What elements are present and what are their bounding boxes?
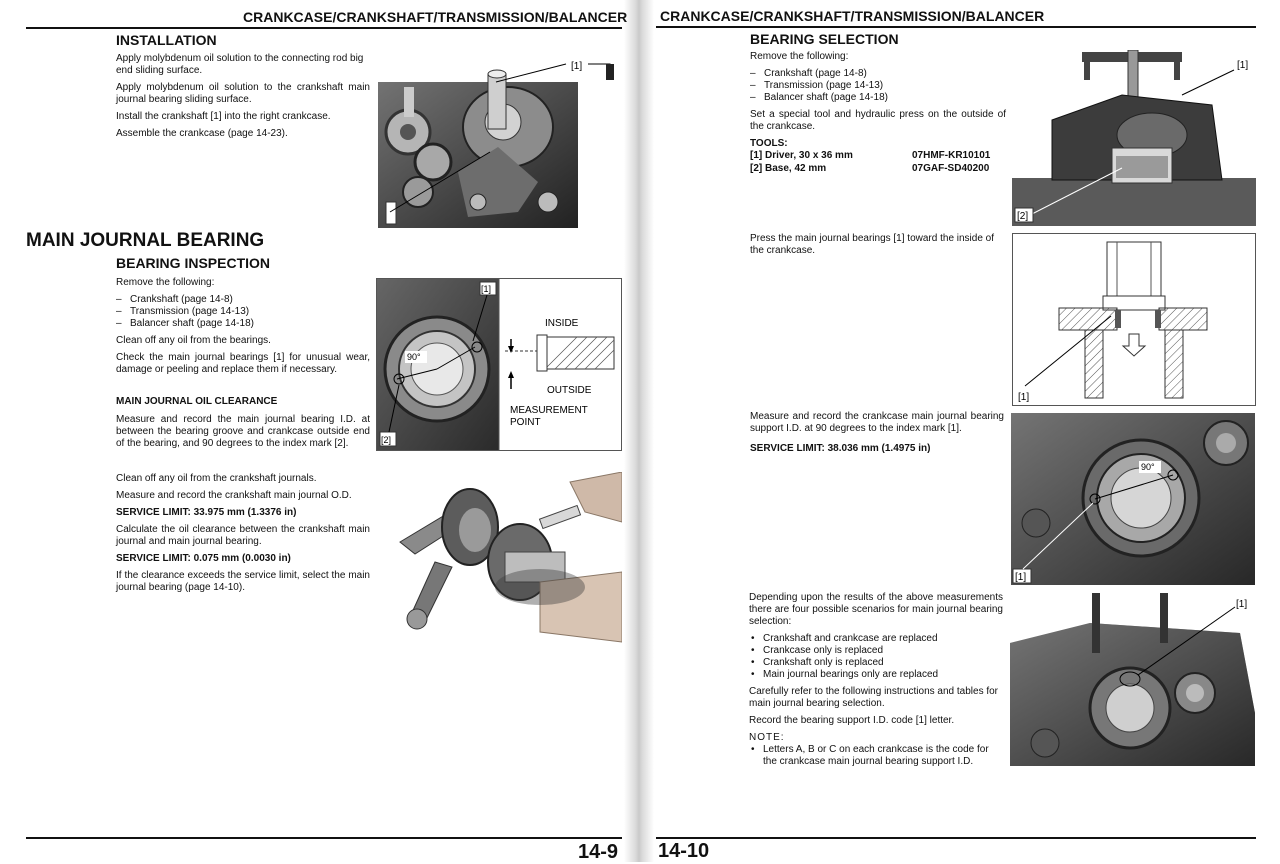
list-item: – Balancer shaft (page 14-18) bbox=[750, 92, 1006, 104]
left-page-header: CRANKCASE/CRANKSHAFT/TRANSMISSION/BALANCER bbox=[243, 9, 628, 25]
list-item: • Main journal bearings only are replaced bbox=[749, 669, 1003, 681]
tool-name: [1] Driver, 30 x 36 mm bbox=[750, 150, 853, 161]
press-fig-callout-1: [1] bbox=[1237, 60, 1249, 71]
inspection-remove-list bbox=[116, 294, 370, 330]
crankcase-code-photo bbox=[1010, 593, 1255, 766]
bearing-press-diagram bbox=[1012, 233, 1256, 406]
selection-p2: Press the main journal bearings [1] toward the inside of the crankcase. bbox=[750, 233, 995, 256]
installation-p1: Apply molybdenum oil solution to the connecting rod big end sliding surface. bbox=[116, 53, 364, 76]
list-item: • Crankshaft only is replaced bbox=[749, 657, 1003, 669]
service-limit-oil-clearance: SERVICE LIMIT: 0.075 mm (0.0030 in) bbox=[116, 553, 291, 564]
service-limit-support-id: SERVICE LIMIT: 38.036 mm (1.4975 in) bbox=[750, 443, 931, 454]
inspection-text bbox=[116, 277, 370, 381]
oil-clearance-p3: Measure and record the crankshaft main journal O.D. bbox=[116, 490, 352, 501]
selection-p5: Carefully refer to the following instructions and tables for main journal bearing selection. bbox=[749, 686, 999, 709]
selection-remove-list bbox=[750, 68, 1006, 104]
press-fig-callout-2: [2] bbox=[1017, 211, 1029, 222]
inspection-fig-angle: 90° bbox=[407, 352, 421, 362]
right-page-number: 14-10 bbox=[658, 840, 710, 862]
left-page-number: 14-9 bbox=[578, 841, 619, 863]
press-diagram-callout: [1] bbox=[1018, 392, 1030, 403]
crankshaft-micrometer-photo bbox=[390, 472, 622, 644]
selection-remove-intro: Remove the following: bbox=[750, 51, 849, 62]
crankshaft-installation-photo bbox=[378, 52, 622, 228]
list-item: – Transmission (page 14-13) bbox=[116, 306, 370, 318]
left-header-rule bbox=[26, 27, 622, 29]
installation-text bbox=[116, 53, 370, 145]
tool-code: 07GAF-SD40200 bbox=[912, 163, 990, 174]
selection-p1: Set a special tool and hydraulic press on the outside of the crankcase. bbox=[750, 109, 1006, 132]
selection-p4: Depending upon the results of the above measurements there are four possible scenarios for main journal bearing selection: bbox=[749, 592, 1003, 627]
right-footer-rule bbox=[656, 837, 1256, 839]
list-item: • Crankshaft and crankcase are replaced bbox=[749, 633, 1003, 645]
inspection-fig-outside: OUTSIDE bbox=[547, 385, 592, 396]
list-item: – Balancer shaft (page 14-18) bbox=[116, 318, 370, 330]
installation-p3: Install the crankshaft [1] into the right crankcase. bbox=[116, 111, 331, 122]
scenario-list bbox=[749, 633, 1003, 681]
selection-scenarios-text bbox=[749, 592, 1003, 773]
inspection-remove-intro: Remove the following: bbox=[116, 277, 215, 288]
table-row bbox=[750, 163, 990, 176]
bearing-inspection-title: BEARING INSPECTION bbox=[116, 255, 271, 271]
page-gutter bbox=[624, 0, 654, 862]
inspection-fig-measurement-2: POINT bbox=[510, 417, 541, 428]
table-row bbox=[750, 150, 990, 163]
support-photo-callout: [1] bbox=[1015, 572, 1027, 583]
selection-text bbox=[750, 51, 1006, 176]
inspection-p2: Check the main journal bearings [1] for unusual wear, damage or peeling and replace them if necessary. bbox=[116, 352, 370, 375]
selection-p6: Record the bearing support I.D. code [1] letter. bbox=[749, 715, 955, 726]
installation-callout-1: [1] bbox=[571, 61, 583, 72]
installation-p2: Apply molybdenum oil solution to the crankshaft main journal bearing sliding surface. bbox=[116, 82, 370, 105]
code-photo-callout: [1] bbox=[1236, 599, 1248, 610]
oil-clearance-p2: Clean off any oil from the crankshaft journals. bbox=[116, 473, 317, 484]
tool-code: 07HMF-KR10101 bbox=[912, 150, 991, 161]
note-list bbox=[749, 744, 1003, 768]
selection-p3: Measure and record the crankcase main journal bearing support I.D. at 90 degrees to the index mark [1]. bbox=[750, 411, 1004, 434]
tool-name: [2] Base, 42 mm bbox=[750, 163, 827, 174]
hydraulic-press-photo bbox=[1012, 50, 1256, 226]
oil-clearance-p5: If the clearance exceeds the service limit, select the main journal bearing (page 14-10). bbox=[116, 570, 370, 593]
bearing-inspection-figure bbox=[376, 278, 622, 451]
list-item: – Transmission (page 14-13) bbox=[750, 80, 1006, 92]
list-item: • Letters A, B or C on each crankcase is the code for the crankcase main journal bearing support I.D. bbox=[749, 744, 1003, 768]
oil-clearance-text bbox=[116, 473, 370, 599]
tools-label: TOOLS: bbox=[750, 138, 788, 149]
installation-p4: Assemble the crankcase (page 14-23). bbox=[116, 128, 288, 139]
service-limit-journal-od: SERVICE LIMIT: 33.975 mm (1.3376 in) bbox=[116, 507, 297, 518]
list-item: – Crankshaft (page 14-8) bbox=[116, 294, 370, 306]
list-item: – Crankshaft (page 14-8) bbox=[750, 68, 1006, 80]
tools-table bbox=[750, 150, 990, 176]
note-label: NOTE: bbox=[749, 732, 785, 743]
inspection-fig-measurement-1: MEASUREMENT bbox=[510, 405, 588, 416]
right-header-rule bbox=[656, 26, 1256, 28]
inspection-fig-callout-1: [1] bbox=[481, 284, 492, 294]
right-page-header: CRANKCASE/CRANKSHAFT/TRANSMISSION/BALANCER bbox=[660, 8, 1045, 24]
main-journal-oil-clearance-title: MAIN JOURNAL OIL CLEARANCE bbox=[116, 396, 278, 407]
bearing-selection-title: BEARING SELECTION bbox=[750, 31, 899, 47]
left-footer-rule bbox=[26, 837, 622, 839]
installation-title: INSTALLATION bbox=[116, 32, 217, 48]
oil-clearance-p1: Measure and record the main journal bearing I.D. at between the bearing groove and crankcase outside end of the bearing, and 90 degrees to the index mark [2]. bbox=[116, 414, 370, 449]
crankcase-bore-photo bbox=[1011, 413, 1255, 585]
oil-clearance-p4: Calculate the oil clearance between the crankshaft main journal and main journal bearing. bbox=[116, 524, 370, 547]
main-journal-bearing-title: MAIN JOURNAL BEARING bbox=[26, 230, 265, 251]
inspection-fig-callout-2: [2] bbox=[381, 435, 392, 445]
support-photo-angle: 90° bbox=[1141, 462, 1155, 472]
inspection-p1: Clean off any oil from the bearings. bbox=[116, 335, 271, 346]
inspection-fig-inside: INSIDE bbox=[545, 318, 579, 329]
list-item: • Crankcase only is replaced bbox=[749, 645, 1003, 657]
